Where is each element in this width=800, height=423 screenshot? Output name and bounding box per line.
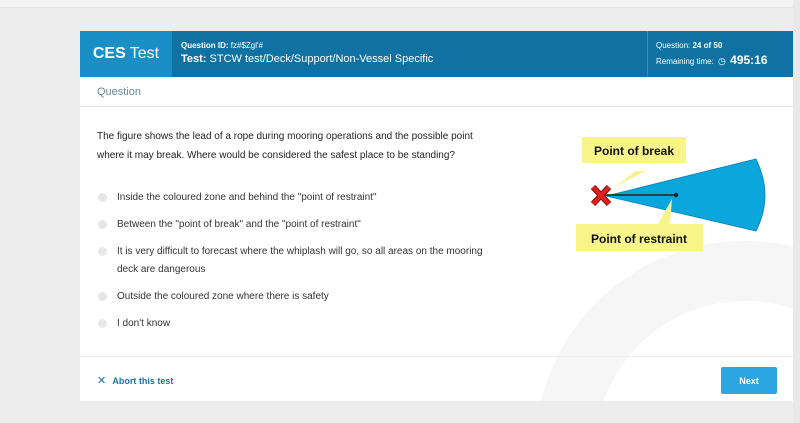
remaining-time [656,51,768,71]
test-value: STCW test/Deck/Support/Non-Vessel Specific [209,53,434,65]
question-text: The figure shows the lead of a rope during mooring operations and the possible point where it may break. Where would be considered the safest place to be standing? [97,131,473,161]
test-name [181,51,433,67]
test-label: Test: [181,53,207,65]
answer-list [97,189,497,342]
test-card [80,31,793,401]
radio-button[interactable] [98,193,107,202]
question-id-value: fz#$Zgl'# [230,41,264,50]
remaining-time-label: Remaining time: [656,57,714,66]
question-progress-label: Question: [656,41,691,50]
brand-rest: Test [129,45,160,62]
question-progress-value: 24 of 50 [692,41,723,50]
answer-option-4[interactable] [97,288,497,306]
footer-divider [80,356,793,357]
close-icon: ✕ [97,375,107,387]
abort-label: Abort this test [112,376,174,386]
question-id [181,40,433,51]
break-callout-pointer [614,171,646,187]
radio-button[interactable] [98,292,107,301]
answer-option-3[interactable] [97,243,497,279]
test-stats [656,40,768,71]
radio-button[interactable] [98,319,107,328]
answer-label: It is very difficult to forecast where the whiplash will go, so all areas on the mooring deck are dangerous [117,246,483,275]
section-label: Question [97,86,142,98]
answer-option-1[interactable] [97,189,497,207]
question-info [181,40,433,67]
answer-option-5[interactable] [97,315,497,333]
brand-bold: CES [92,45,126,62]
answer-label: I don't know [117,318,171,329]
window-edge [793,0,800,423]
answer-option-2[interactable] [97,216,497,234]
header-divider [647,31,648,77]
question-progress [656,40,768,51]
section-bar [80,77,793,107]
restraint-point [674,193,678,197]
radio-button[interactable] [98,220,107,229]
next-button[interactable]: Next [721,367,777,394]
abort-test-link[interactable] [97,374,173,387]
brand-logo [80,31,172,77]
answer-label: Inside the coloured zone and behind the "point of restraint" [117,192,377,203]
remaining-time-value: 495:16 [730,53,768,67]
top-strip [0,0,800,8]
question-id-label: Question ID: [181,41,229,50]
mooring-figure [576,131,776,261]
radio-button[interactable] [98,247,107,256]
answer-label: Outside the coloured zone where there is safety [117,291,329,302]
restraint-label: Point of restraint [590,232,688,246]
answer-label: Between the "point of break" and the "point of restraint" [117,219,361,230]
break-label: Point of break [593,144,675,158]
test-header [80,31,793,77]
clock-icon: ◷ [718,56,726,66]
